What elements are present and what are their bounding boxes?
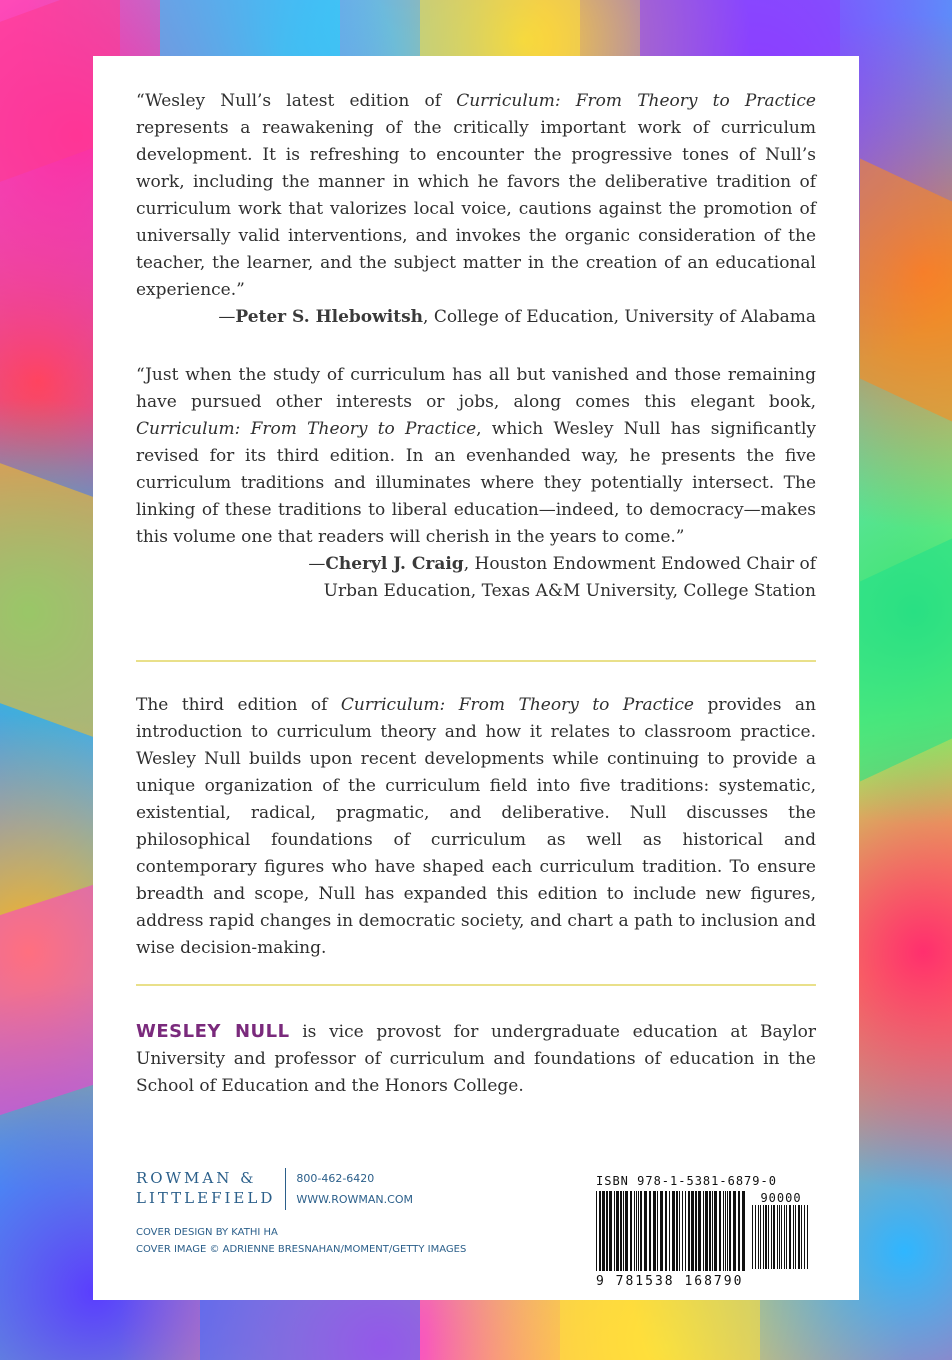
author-bio xyxy=(136,1018,816,1100)
barcode-bar xyxy=(614,1191,615,1271)
barcode-bar xyxy=(763,1205,764,1269)
barcode-bar xyxy=(768,1205,769,1269)
background-facet xyxy=(0,885,93,1115)
barcode-bar xyxy=(606,1191,608,1271)
barcode-bar xyxy=(682,1191,683,1271)
barcode-bar xyxy=(685,1191,686,1271)
barcode-bar xyxy=(760,1205,761,1269)
barcode-bar xyxy=(703,1191,704,1271)
barcode-bar xyxy=(738,1191,740,1271)
publisher-phone: 800-462-6420 xyxy=(296,1172,375,1185)
barcode-bar xyxy=(620,1191,622,1271)
barcode-bar xyxy=(625,1191,628,1271)
barcode-bar xyxy=(777,1205,778,1269)
description-text: The third edition of Curriculum: From Theory to Practice provides an introduction to curriculum theory and how it relates to classroom practice. Wesley Null builds upon recent developments while continuing to provide a unique organization of the curriculum field into five traditions: systematic, existential, radical, pragmatic, and deliberative. Null discusses the philosophical foundations of curriculum as well as historical and contemporary figures who have shaped each curriculum tradition. To ensure breadth and scope, Null has expanded this edition to include new figures, address rapid changes in democratic society, and chart a path to inclusion and wise decision-making. xyxy=(136,695,816,958)
barcode-bar xyxy=(807,1205,808,1269)
background-facet xyxy=(160,0,340,60)
barcode-bar xyxy=(657,1191,658,1271)
ean-barcode-bars xyxy=(596,1191,746,1271)
isbn-number: ISBN 978-1-5381-6879-0 xyxy=(596,1174,777,1188)
barcode-bar xyxy=(672,1191,675,1271)
barcode-bar xyxy=(695,1191,697,1271)
barcode-bar xyxy=(771,1205,772,1269)
background-facet xyxy=(860,159,952,422)
barcode-bar xyxy=(795,1205,796,1269)
background-facet xyxy=(860,539,952,782)
barcode-bar xyxy=(801,1205,802,1269)
publisher-wordmark: ROWMAN & LITTLEFIELD xyxy=(136,1169,276,1207)
barcode-bar xyxy=(789,1205,791,1269)
barcode-bar xyxy=(653,1191,656,1271)
barcode-bar xyxy=(804,1205,805,1269)
book-title: Curriculum: From Theory to Practice xyxy=(340,695,694,715)
divider-rule xyxy=(136,984,816,986)
publisher-contact xyxy=(296,1168,413,1210)
barcode-bar xyxy=(793,1205,794,1269)
divider-rule xyxy=(136,660,816,662)
quote-2-attribution: —Cheryl J. Craig, Houston Endowment Endowed Chair of Urban Education, Texas A&M University, College Station xyxy=(308,554,816,601)
barcode-bar xyxy=(758,1205,759,1269)
barcode-bar xyxy=(727,1191,728,1271)
barcode-bar xyxy=(636,1191,637,1271)
barcode-bar xyxy=(665,1191,667,1271)
quote-1-text: “Wesley Null’s latest edition of Curriculum: From Theory to Practice represents a reawakening of the critically important work of curriculum development. It is refreshing to encounter the progressive tones of Null’s work, including the manner in which he favors the deliberative tradition of curriculum work that valorizes local voice, cautions against the promotion of universally valid interventions, and invokes the organic consideration of the teacher, the learner, and the subject matter in the creation of an educational experience.” xyxy=(136,91,816,300)
quote-2-text: “Just when the study of curriculum has all but vanished and those remaining have pursued other interests or jobs, along comes this elegant book, Curriculum: From Theory to Practice, which Wesley Null has significantly revised for its third edition. In an evenhanded way, he presents the five curriculum traditions and illuminates where they potentially intersect. The linking of these traditions to liberal education—indeed, to democracy—makes this volume one that readers will cherish in the years to come.” xyxy=(136,365,816,547)
quote-1-attribution: —Peter S. Hlebowitsh, College of Education, University of Alabama xyxy=(218,307,816,327)
endorsement-quote-2 xyxy=(136,362,816,605)
barcode-bar xyxy=(630,1191,632,1271)
cover-image-credit: COVER IMAGE © ADRIENNE BRESNAHAN/MOMENT/GETTY IMAGES xyxy=(136,1244,467,1255)
ean-number: 9 781538 168790 xyxy=(596,1274,744,1289)
barcode-bar xyxy=(698,1191,701,1271)
barcode-bar xyxy=(644,1191,647,1271)
barcode-bar xyxy=(755,1205,756,1269)
barcode-bar xyxy=(786,1205,787,1269)
barcode-bar xyxy=(602,1191,605,1271)
background-facet xyxy=(200,1300,420,1360)
barcode-bar xyxy=(765,1205,767,1269)
barcode-bar xyxy=(709,1191,711,1271)
barcode-bar xyxy=(742,1191,745,1271)
book-title: Curriculum: From Theory to Practice xyxy=(456,91,816,111)
barcode-bar xyxy=(798,1205,800,1269)
barcode-bar xyxy=(729,1191,731,1271)
back-cover-panel xyxy=(93,56,859,1300)
endorser-name: Peter S. Hlebowitsh xyxy=(235,307,424,327)
barcode-bar xyxy=(649,1191,651,1271)
barcode-bar xyxy=(773,1205,775,1269)
barcode-bar xyxy=(638,1191,639,1271)
addon-barcode xyxy=(752,1191,810,1273)
publisher-website: WWW.ROWMAN.COM xyxy=(296,1193,413,1206)
endorser-name: Cheryl J. Craig xyxy=(325,554,464,574)
barcode-bar xyxy=(609,1191,612,1271)
barcode-bar xyxy=(616,1191,619,1271)
barcode-bar xyxy=(733,1191,736,1271)
barcode-bar xyxy=(599,1191,601,1271)
bio-text: WESLEY NULL is vice provost for undergraduate education at Baylor University and professor of curriculum and foundations of education in the School of Education and the Honors College. xyxy=(136,1021,816,1096)
barcode-bar xyxy=(719,1191,721,1271)
barcode-bar xyxy=(784,1205,785,1269)
cover-design-credit: COVER DESIGN BY KATHI HA xyxy=(136,1227,278,1238)
author-name: WESLEY NULL xyxy=(136,1021,290,1042)
barcode-bar xyxy=(714,1191,717,1271)
book-description xyxy=(136,692,816,962)
barcode-bar xyxy=(676,1191,678,1271)
background-facet xyxy=(0,463,93,737)
barcode-bar xyxy=(623,1191,624,1271)
barcode-bar xyxy=(691,1191,694,1271)
addon-number: 90000 xyxy=(760,1191,802,1205)
barcode-bar xyxy=(725,1191,726,1271)
barcode-bar xyxy=(723,1191,724,1271)
barcode-bar xyxy=(596,1191,597,1271)
book-title: Curriculum: From Theory to Practice xyxy=(136,419,477,439)
barcode-bar xyxy=(634,1191,635,1271)
barcode-bar xyxy=(669,1191,670,1271)
logo-divider xyxy=(285,1168,286,1210)
barcode-bar xyxy=(781,1205,782,1269)
publisher-logo xyxy=(136,1168,413,1210)
background-facet xyxy=(640,0,840,56)
barcode-bar xyxy=(679,1191,680,1271)
barcode-bar xyxy=(640,1191,642,1271)
cover-credits xyxy=(136,1224,466,1258)
barcode-bar xyxy=(752,1205,753,1269)
barcode-bar xyxy=(779,1205,780,1269)
barcode-bar xyxy=(712,1191,713,1271)
endorsement-quote-1 xyxy=(136,88,816,331)
background-facet xyxy=(420,0,580,56)
isbn-barcode xyxy=(596,1174,818,1289)
background-facet xyxy=(560,1300,760,1360)
barcode-bar xyxy=(705,1191,708,1271)
barcode-bar xyxy=(660,1191,663,1271)
barcode-bar xyxy=(688,1191,690,1271)
